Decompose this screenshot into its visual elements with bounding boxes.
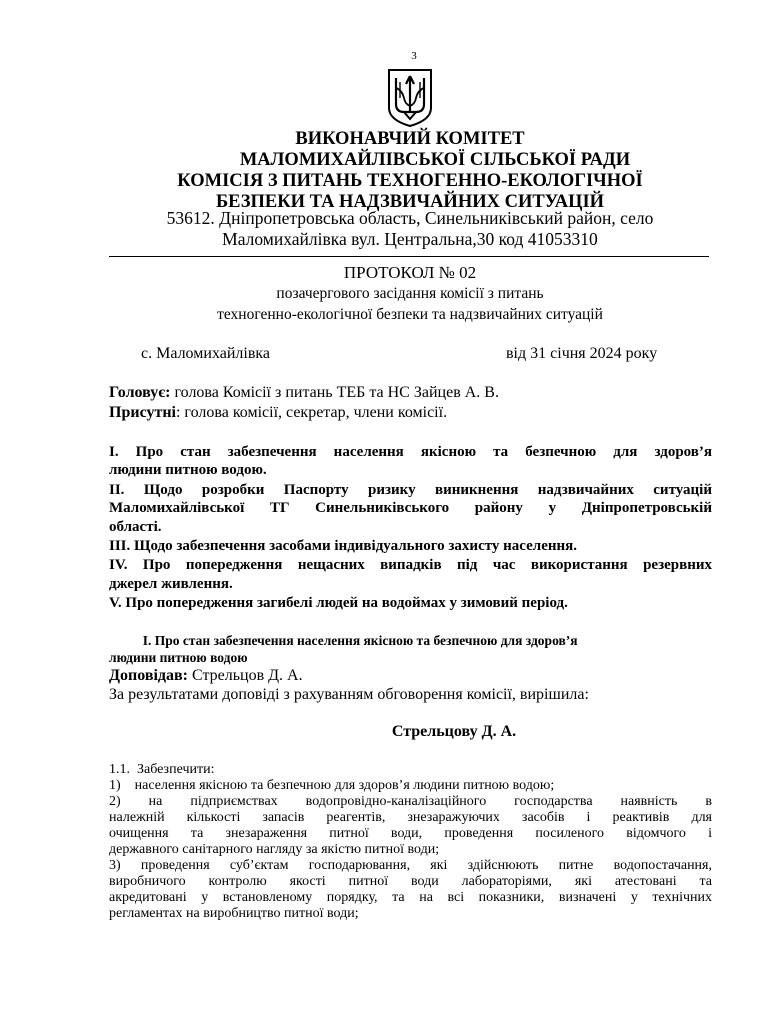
subpoint-2-line-3: очищення та знезараження питної води, проведення посиленого відомчого і xyxy=(109,826,712,841)
subpoint-3-line-2: виробничого контролю якості питної води лабораторіями, які атестовані та xyxy=(109,874,712,889)
header-council: МАЛОМИХАЙЛІВСЬКОЇ СІЛЬСЬКОЇ РАДИ xyxy=(239,150,631,170)
header-divider xyxy=(109,256,709,257)
agenda-item-4-line-1: IV. Про попередження нещасних випадків під час використання резервних xyxy=(109,557,712,573)
protocol-title: ПРОТОКОЛ № 02 xyxy=(343,263,477,282)
agenda-item-5: V. Про попередження загибелі людей на водоймах у зимовий період. xyxy=(109,595,568,611)
protocol-subtitle-1: позачергового засідання комісії з питань xyxy=(276,285,544,302)
subpoint-2-line-4: державного санітарного нагляду за якістю питної води; xyxy=(109,842,440,857)
agenda-item-3: ІІІ. Щодо забезпечення засобами індивідуального захисту населення. xyxy=(109,538,578,554)
agenda-item-2-line-2: Маломихайлівської ТГ Синельниківського району у Дніпропетровській xyxy=(109,500,712,516)
decision-addressee: Стрельцову Д. А. xyxy=(391,723,517,740)
section-1-title-line-2: людини питною водою xyxy=(109,650,248,665)
present-label: Присутні xyxy=(109,404,176,421)
subpoint-2-line-1: 2) на підприємствах водопровідно-каналізаційного господарства наявність в xyxy=(109,794,712,809)
subpoint-3-line-3: акредитовані у встановленому порядку, та на всі показники, визначені у технічних xyxy=(109,890,712,905)
chair-text: голова Комісії з питань ТЕБ та НС Зайцев А. В. xyxy=(170,384,499,401)
agenda-item-4-line-2: джерел живлення. xyxy=(109,576,233,592)
agenda-item-2-line-3: області. xyxy=(109,519,162,535)
chair-line xyxy=(109,384,499,402)
header-address-2: Маломихайлівка вул. Центральна,30 код 41053310 xyxy=(222,229,598,249)
subpoint-3-line-4: регламентах на виробництво питної води; xyxy=(109,906,359,921)
decision-intro: За результатами доповіді з рахуванням обговорення комісії, вирішила: xyxy=(109,686,589,703)
agenda-item-1-line-2: людини питною водою. xyxy=(109,462,267,478)
header-address-1: 53612. Дніпропетровська область, Синельниківський район, село xyxy=(166,208,654,228)
page-number: 3 xyxy=(411,50,417,62)
trident-emblem-icon xyxy=(386,68,434,128)
present-text: : голова комісії, секретар, члени комісії. xyxy=(175,404,448,421)
present-line xyxy=(109,404,447,422)
header-commission: КОМІСІЯ З ПИТАНЬ ТЕХНОГЕННО-ЕКОЛОГІЧНОЇ xyxy=(177,171,643,191)
point-1-1-heading: 1.1. Забезпечити: xyxy=(109,762,215,777)
agenda-item-2-line-1: ІІ. Щодо розробки Паспорту ризику виникнення надзвичайних ситуацій xyxy=(109,482,712,498)
speaker-name: Стрельцов Д. А. xyxy=(187,667,303,684)
protocol-date: від 31 січня 2024 року xyxy=(506,345,658,362)
subpoint-2-line-2: належній кількості запасів реагентів, знезаражуючих засобів і реактивів для xyxy=(109,810,712,825)
header-commission-2: БЕЗПЕКИ ТА НАДЗВИЧАЙНИХ СИТУАЦІЙ xyxy=(215,192,605,212)
agenda-item-1-line-1: І. Про стан забезпечення населення якісною та безпечною для здоров’я xyxy=(109,444,712,460)
speaker-line xyxy=(109,667,303,685)
section-1-title-line-1: І. Про стан забезпечення населення якісною та безпечною для здоров’я xyxy=(109,633,578,648)
protocol-place: с. Маломихайлівка xyxy=(141,345,271,362)
header-committee: ВИКОНАВЧИЙ КОМІТЕТ xyxy=(295,129,525,149)
subpoint-3-line-1: 3) проведення суб’єктам господарювання, які здійснюють питне водопостачання, xyxy=(109,858,712,873)
subpoint-1: 1) населення якісною та безпечною для здоров’я людини питною водою; xyxy=(109,778,555,793)
chair-label: Головує: xyxy=(109,384,171,401)
protocol-subtitle-2: техногенно-екологічної безпеки та надзвичайних ситуацій xyxy=(217,306,603,323)
speaker-label: Доповідав: xyxy=(109,667,188,684)
